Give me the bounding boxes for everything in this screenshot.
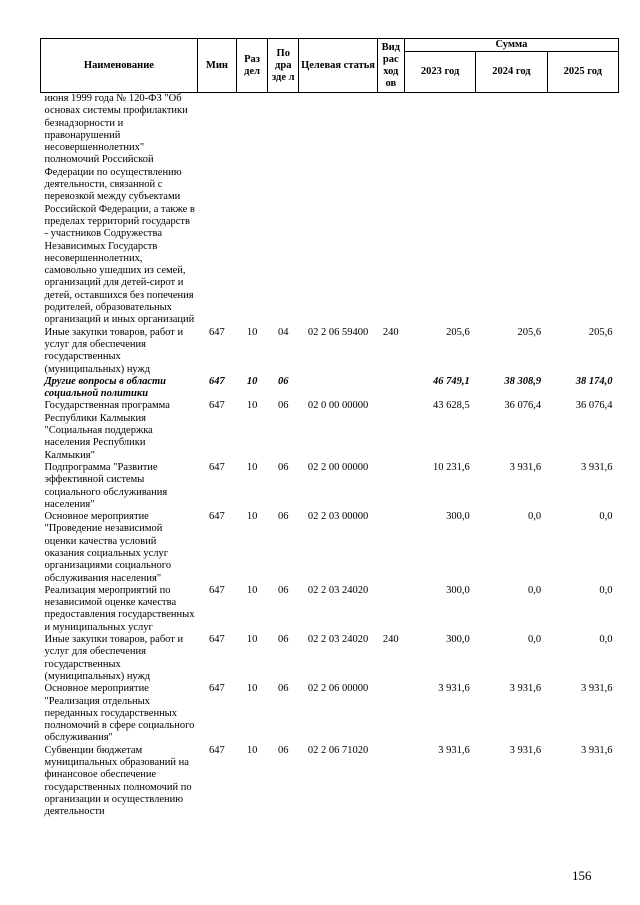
row-2023: 46 749,1 [432, 375, 470, 387]
row-podrazdel: 06 [278, 634, 289, 646]
row-2023: 3 931,6 [438, 744, 470, 756]
row-name: Субвенции бюджетам муниципальных образований на финансовое обеспечение государственных полномочий по организации и осуществлению деятельности [44, 744, 192, 818]
header-2024: 2024 год [476, 52, 547, 93]
row-celevaya: 02 2 03 24020 [307, 634, 369, 646]
row-razdel: 10 [246, 461, 258, 473]
row-2024: 3 931,6 [509, 461, 542, 473]
row-min: 647 [209, 584, 225, 596]
table-row [41, 683, 619, 744]
row-podrazdel: 06 [278, 683, 289, 695]
row-name: Основное мероприятие "Проведение независимой оценки качества условий оказания социальных услуг организациями социального обслуживания населения" [44, 511, 172, 584]
row-2025: 0,0 [599, 634, 613, 646]
table-row [41, 585, 619, 634]
row-razdel: 10 [246, 511, 258, 523]
row-2023 [404, 93, 475, 327]
row-2024: 0,0 [527, 584, 542, 596]
row-razdel: 10 [246, 375, 258, 387]
row-2023: 300,0 [446, 584, 470, 596]
row-2024: 38 308,9 [504, 375, 542, 387]
row-vid [377, 585, 404, 634]
row-celevaya: 02 2 06 59400 [307, 326, 369, 338]
row-2025: 3 931,6 [581, 744, 613, 756]
row-2023: 205,6 [446, 326, 470, 338]
row-2023: 3 931,6 [438, 683, 470, 695]
header-vid: Вид рас ход ов [377, 39, 404, 93]
row-celevaya [299, 93, 377, 327]
row-razdel: 10 [246, 584, 258, 596]
row-name: Иные закупки товаров, работ и услуг для обеспечения государственных (муниципальных) нужд [44, 326, 184, 375]
row-podrazdel [268, 93, 299, 327]
row-podrazdel: 06 [278, 375, 289, 387]
row-celevaya: 02 2 03 24020 [307, 584, 369, 596]
row-name: Реализация мероприятий по независимой оценке качества предоставления государственных и муниципальных услуг [44, 584, 195, 633]
row-vid [377, 511, 404, 585]
header-razdel: Раз дел [237, 39, 268, 93]
row-celevaya: 02 2 03 00000 [307, 511, 369, 523]
row-vid [377, 93, 404, 327]
row-min: 647 [209, 634, 225, 646]
header-2023: 2023 год [404, 52, 475, 93]
row-razdel: 10 [246, 744, 258, 756]
row-podrazdel: 06 [278, 400, 289, 412]
row-2023: 43 628,5 [432, 400, 470, 412]
row-vid [377, 376, 404, 401]
row-vid [377, 745, 404, 819]
table-row [41, 745, 619, 819]
row-2023: 10 231,6 [432, 461, 470, 473]
row-razdel: 10 [246, 634, 258, 646]
row-podrazdel: 04 [278, 326, 289, 338]
row-min: 647 [209, 511, 225, 523]
table-row [41, 400, 619, 461]
row-razdel: 10 [246, 326, 258, 338]
row-name: Государственная программа Республики Калмыкия "Социальная поддержка населения Республики Калмыкия" [44, 400, 170, 461]
row-name: Другие вопросы в области социальной политики [44, 375, 167, 400]
row-2025: 38 174,0 [575, 375, 613, 387]
row-2025: 3 931,6 [581, 461, 613, 473]
table-body [41, 93, 619, 819]
row-razdel: 10 [246, 683, 258, 695]
row-celevaya [299, 376, 377, 401]
row-name: Основное мероприятие "Реализация отдельных переданных государственных полномочий в сфере социального обслуживания" [44, 683, 195, 744]
header-celevaya: Целевая статья [299, 39, 377, 93]
row-2025 [547, 93, 618, 327]
row-2024: 0,0 [527, 511, 542, 523]
row-vid: 240 [382, 326, 399, 338]
row-min: 647 [209, 461, 225, 473]
header-2025: 2025 год [547, 52, 618, 93]
header-name: Наименование [41, 39, 198, 93]
page-number: 156 [572, 868, 592, 883]
row-razdel: 10 [246, 400, 258, 412]
row-name: июня 1999 года № 120-ФЗ "Об основах системы профилактики безнадзорности и правонарушений несовершеннолетних" полномочий Российской Федерации по осуществлению деятельности, связанной с перевозкой между субъектами Российской Федерации, а также в пределах территорий государств - участников Содружества Независимых Государств несовершеннолетних, самовольно ушедших из семей, организаций для детей-сирот и детей, оставшихся без попечения родителей, образовательных организаций и иных организаций [44, 93, 195, 326]
row-podrazdel: 06 [278, 511, 289, 523]
row-vid [377, 400, 404, 461]
row-min: 647 [209, 683, 225, 695]
table-row-section [41, 376, 619, 401]
row-min [197, 93, 236, 327]
table-row [41, 93, 619, 327]
row-celevaya: 02 2 00 00000 [307, 461, 369, 473]
row-2025: 0,0 [599, 584, 613, 596]
row-2023: 300,0 [446, 511, 470, 523]
row-2024: 3 931,6 [509, 683, 542, 695]
table-row [41, 634, 619, 683]
budget-table [40, 38, 619, 819]
row-2024: 36 076,4 [504, 400, 542, 412]
row-min: 647 [209, 375, 225, 387]
row-2025: 36 076,4 [575, 400, 613, 412]
row-2024: 0,0 [527, 634, 542, 646]
row-2025: 3 931,6 [581, 683, 613, 695]
row-vid [377, 462, 404, 511]
row-celevaya: 02 2 06 00000 [307, 683, 369, 695]
row-2024: 3 931,6 [509, 744, 542, 756]
row-2024 [476, 93, 547, 327]
header-min: Мин [197, 39, 236, 93]
header-podrazdel: По дра зде л [268, 39, 299, 93]
table-header [41, 39, 619, 93]
row-2025: 0,0 [599, 511, 613, 523]
row-2025: 205,6 [588, 326, 613, 338]
row-vid: 240 [382, 634, 399, 646]
table-row [41, 462, 619, 511]
row-celevaya: 02 0 00 00000 [307, 400, 369, 412]
row-min: 647 [209, 744, 225, 756]
row-name: Иные закупки товаров, работ и услуг для обеспечения государственных (муниципальных) нужд [44, 634, 184, 682]
row-podrazdel: 06 [278, 584, 289, 596]
row-celevaya: 02 2 06 71020 [307, 744, 369, 756]
table-row [41, 511, 619, 585]
row-razdel [237, 93, 268, 327]
row-min: 647 [209, 326, 225, 338]
header-summa: Сумма [404, 39, 618, 52]
table-row [41, 327, 619, 376]
row-podrazdel: 06 [278, 744, 289, 756]
row-name: Подпрограмма "Развитие эффективной системы социального обслуживания населения" [44, 461, 168, 510]
row-vid [377, 683, 404, 744]
row-2024: 205,6 [517, 326, 542, 338]
row-podrazdel: 06 [278, 461, 289, 473]
row-2023: 300,0 [446, 634, 470, 646]
row-min: 647 [209, 400, 225, 412]
